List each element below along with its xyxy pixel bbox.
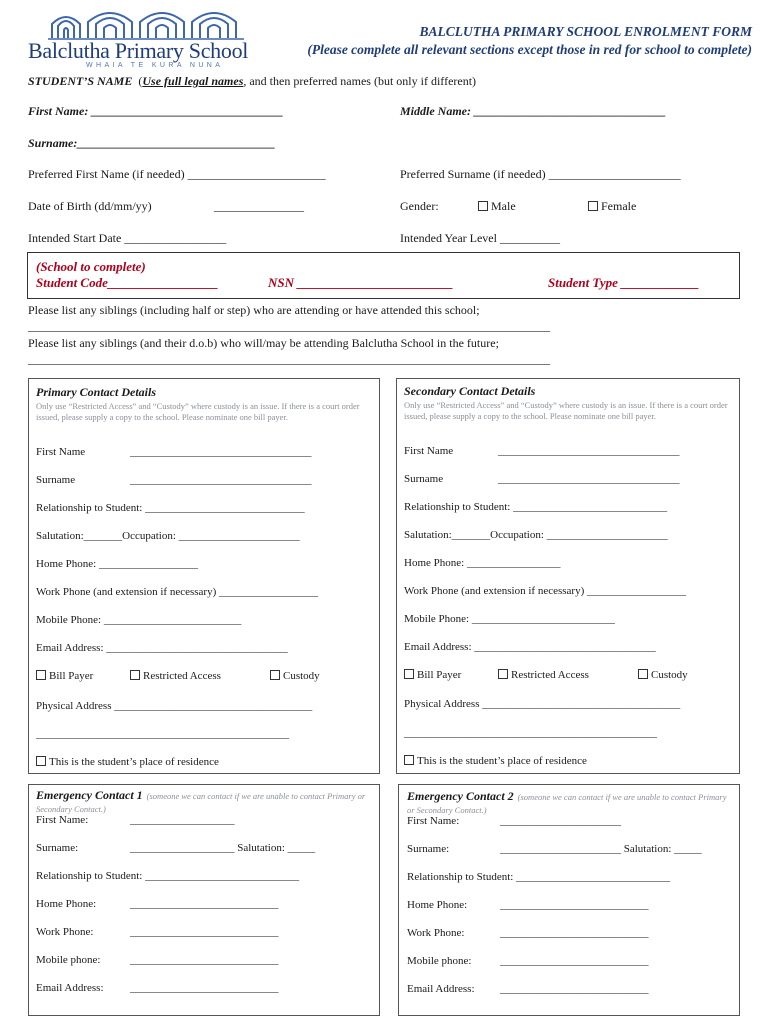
- start-date-field[interactable]: Intended Start Date _________________: [28, 231, 227, 245]
- emergency-2-first-name-label: First Name:: [407, 815, 460, 827]
- gender-male-option[interactable]: Male: [478, 199, 516, 214]
- primary-heading: Primary Contact Details: [36, 385, 156, 399]
- checkbox-icon[interactable]: [638, 669, 648, 679]
- primary-custody-option[interactable]: Custody: [270, 670, 320, 682]
- secondary-mobile-field[interactable]: Mobile Phone: __________________________: [404, 613, 615, 625]
- primary-mobile-field[interactable]: Mobile Phone: _________________________: [36, 614, 242, 626]
- primary-relationship-field[interactable]: Relationship to Student: _____________________________: [36, 502, 305, 514]
- form-subtitle: (Please complete all relevant sections except those in red for school to complete): [307, 42, 752, 57]
- first-name-field[interactable]: First Name: ________________________________: [28, 104, 284, 118]
- secondary-custody-option[interactable]: Custody: [638, 669, 688, 681]
- checkbox-icon[interactable]: [270, 670, 280, 680]
- checkbox-icon[interactable]: [498, 669, 508, 679]
- emergency-1-home-phone-label: Home Phone:: [36, 898, 97, 910]
- primary-first-name-field[interactable]: _________________________________: [130, 446, 312, 458]
- primary-contact-panel: [28, 378, 380, 774]
- dob-field[interactable]: _______________: [214, 199, 304, 213]
- emergency-2-note: (someone we can contact if we are unable to contact Primary or Secondary Contact.): [407, 792, 727, 815]
- primary-salutation-field[interactable]: Salutation:_______Occupation: ______________________: [36, 530, 300, 542]
- secondary-physical-address-field[interactable]: Physical Address ____________________________________: [404, 698, 681, 710]
- emergency-1-note: (someone we can contact if we are unable to contact Primary or Secondary Contact.): [36, 791, 366, 814]
- emergency-2-first-name-field[interactable]: ______________________: [500, 815, 621, 827]
- primary-physical-address-field[interactable]: Physical Address ____________________________________: [36, 700, 313, 712]
- emergency-2-mobile-label: Mobile phone:: [407, 955, 472, 967]
- secondary-email-field[interactable]: Email Address: _________________________________: [404, 641, 656, 653]
- logo-arches-icon: [48, 10, 248, 40]
- logo-tagline: WHAIA TE KURA NUNA: [86, 62, 224, 69]
- emergency-1-heading-block: [36, 789, 366, 815]
- emergency-2-home-phone-field[interactable]: ___________________________: [500, 899, 649, 911]
- primary-email-field[interactable]: Email Address: _________________________________: [36, 642, 288, 654]
- secondary-heading: Secondary Contact Details: [404, 384, 536, 398]
- year-level-field[interactable]: Intended Year Level __________: [400, 231, 560, 245]
- surname-field[interactable]: Surname:_________________________________: [28, 136, 276, 150]
- secondary-home-phone-field[interactable]: Home Phone: _________________: [404, 557, 561, 569]
- middle-name-field[interactable]: Middle Name: ________________________________: [400, 104, 666, 118]
- secondary-first-name-label: First Name: [404, 445, 454, 457]
- checkbox-icon[interactable]: [588, 201, 598, 211]
- emergency-1-mobile-field[interactable]: ___________________________: [130, 954, 279, 966]
- emergency-2-heading-block: [407, 790, 733, 816]
- primary-first-name-label: First Name: [36, 446, 86, 458]
- checkbox-icon[interactable]: [36, 670, 46, 680]
- secondary-restricted-option[interactable]: Restricted Access: [498, 669, 589, 681]
- logo-name: Balclutha Primary School: [28, 38, 249, 63]
- emergency-1-work-phone-label: Work Phone:: [36, 926, 94, 938]
- emergency-2-surname-label: Surname:: [407, 843, 450, 855]
- preferred-surname-field[interactable]: Preferred Surname (if needed) ______________________: [400, 167, 681, 181]
- primary-surname-field[interactable]: _________________________________: [130, 474, 312, 486]
- emergency-2-email-label: Email Address:: [407, 983, 475, 995]
- siblings-future-line[interactable]: _______________________________________________________________________________________: [28, 352, 550, 366]
- secondary-relationship-field[interactable]: Relationship to Student: ____________________________: [404, 501, 668, 513]
- emergency-2-mobile-field[interactable]: ___________________________: [500, 955, 649, 967]
- siblings-attending-line[interactable]: _______________________________________________________________________________________: [28, 319, 550, 333]
- emergency-1-relationship-field[interactable]: Relationship to Student: ____________________________: [36, 870, 300, 882]
- secondary-note: Only use “Restricted Access” and “Custody” where custody is an issue. If there is a court order issued, please supply a copy to the school. Please nominate one bill payer.: [404, 400, 728, 421]
- siblings-attending-label: Please list any siblings (including half or step) who are attending or have attended this school;: [28, 303, 480, 317]
- checkbox-icon[interactable]: [404, 755, 414, 765]
- preferred-first-name-field[interactable]: Preferred First Name (if needed) _______________________: [28, 167, 326, 181]
- school-box-heading: (School to complete): [36, 259, 146, 274]
- primary-surname-label: Surname: [36, 474, 76, 486]
- emergency-2-work-phone-label: Work Phone:: [407, 927, 465, 939]
- secondary-salutation-field[interactable]: Salutation:_______Occupation: ______________________: [404, 529, 668, 541]
- form-title: BALCLUTHA PRIMARY SCHOOL ENROLMENT FORM: [419, 24, 752, 39]
- checkbox-icon[interactable]: [130, 670, 140, 680]
- dob-label: Date of Birth (dd/mm/yy): [28, 199, 152, 213]
- secondary-residence-option[interactable]: This is the student’s place of residence: [404, 755, 587, 767]
- secondary-contact-panel: [396, 378, 740, 774]
- emergency-1-first-name-field[interactable]: ___________________: [130, 814, 235, 826]
- emergency-2-email-field[interactable]: ___________________________: [500, 983, 649, 995]
- secondary-surname-label: Surname: [404, 473, 444, 485]
- secondary-first-name-field[interactable]: _________________________________: [498, 445, 680, 457]
- emergency-2-heading: Emergency Contact 2: [407, 789, 514, 803]
- emergency-1-home-phone-field[interactable]: ___________________________: [130, 898, 279, 910]
- emergency-2-surname-field[interactable]: ______________________ Salutation: _____: [500, 843, 702, 855]
- emergency-1-email-field[interactable]: ___________________________: [130, 982, 279, 994]
- checkbox-icon[interactable]: [404, 669, 414, 679]
- secondary-surname-field[interactable]: _________________________________: [498, 473, 680, 485]
- gender-label: Gender:: [400, 199, 439, 213]
- student-code-field[interactable]: Student Code_________________: [36, 275, 219, 290]
- primary-restricted-option[interactable]: Restricted Access: [130, 670, 221, 682]
- secondary-physical-address-line2[interactable]: ______________________________________________: [404, 727, 657, 739]
- emergency-1-email-label: Email Address:: [36, 982, 104, 994]
- emergency-1-first-name-label: First Name:: [36, 814, 89, 826]
- emergency-2-work-phone-field[interactable]: ___________________________: [500, 927, 649, 939]
- primary-note: Only use “Restricted Access” and “Custody” where custody is an issue. If there is a court order issued, please supply a copy to the school. Please nominate one bill payer.: [36, 401, 360, 422]
- student-type-field[interactable]: Student Type ____________: [548, 275, 700, 290]
- secondary-work-phone-field[interactable]: Work Phone (and extension if necessary) __________________: [404, 585, 687, 597]
- school-logo: [28, 10, 250, 70]
- emergency-1-surname-field[interactable]: ___________________ Salutation: _____: [130, 842, 316, 854]
- primary-physical-address-line2[interactable]: ______________________________________________: [36, 728, 289, 740]
- primary-residence-option[interactable]: This is the student’s place of residence: [36, 756, 219, 768]
- emergency-1-surname-label: Surname:: [36, 842, 79, 854]
- emergency-1-mobile-label: Mobile phone:: [36, 954, 101, 966]
- primary-bill-payer-option[interactable]: Bill Payer: [36, 670, 93, 682]
- emergency-2-home-phone-label: Home Phone:: [407, 899, 468, 911]
- primary-home-phone-field[interactable]: Home Phone: __________________: [36, 558, 198, 570]
- emergency-1-heading: Emergency Contact 1: [36, 788, 143, 802]
- secondary-bill-payer-option[interactable]: Bill Payer: [404, 669, 461, 681]
- nsn-field[interactable]: NSN ________________________: [268, 275, 454, 290]
- emergency-2-relationship-field[interactable]: Relationship to Student: ____________________________: [407, 871, 671, 883]
- gender-female-option[interactable]: Female: [588, 199, 636, 214]
- emergency-1-work-phone-field[interactable]: ___________________________: [130, 926, 279, 938]
- student-name-heading: STUDENT’S NAME (Use full legal names, and then preferred names (but only if different): [28, 74, 477, 88]
- siblings-future-label: Please list any siblings (and their d.o.b) who will/may be attending Balclutha School in the future;: [28, 336, 499, 350]
- checkbox-icon[interactable]: [36, 756, 46, 766]
- primary-work-phone-field[interactable]: Work Phone (and extension if necessary) __________________: [36, 586, 319, 598]
- checkbox-icon[interactable]: [478, 201, 488, 211]
